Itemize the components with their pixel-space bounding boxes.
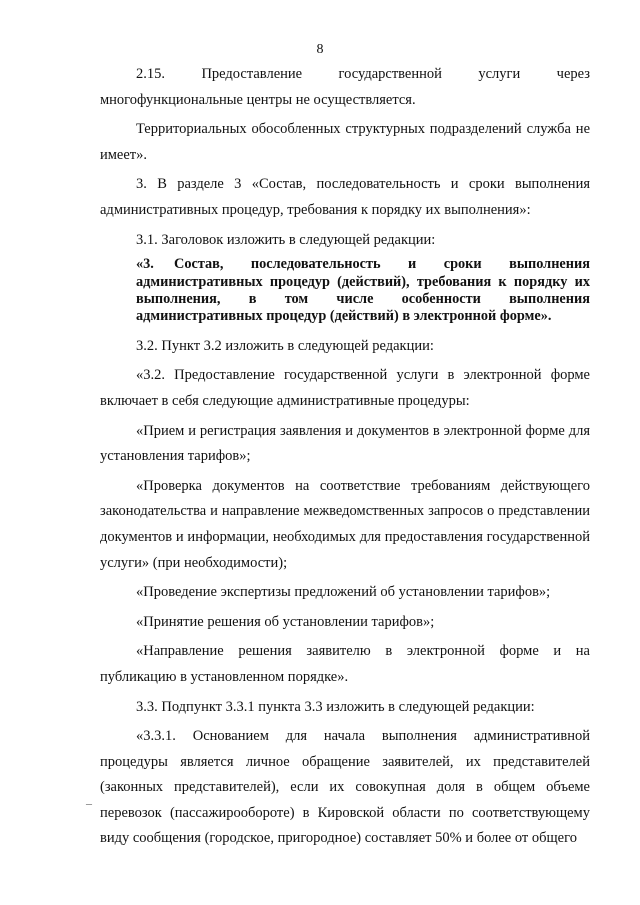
heading-number: «3. bbox=[136, 256, 154, 273]
paragraph-no-subdivisions: Территориальных обособленных структурных подразделений служба не имеет». bbox=[100, 121, 590, 163]
paragraph-2-15: 2.15. Предоставление государственной услуги через многофункциональные центры не осуществляется. bbox=[100, 66, 590, 108]
page-number: 8 bbox=[316, 42, 324, 57]
paragraph-3-2: 3.2. Пункт 3.2 изложить в следующей редакции: bbox=[136, 337, 434, 354]
heading-text: Состав, последовательность и сроки выполнения административных процедур (действий), требования к порядку их выполнения, в том числе особенности выполнения административных процедур (действий) в электронной форме». bbox=[136, 256, 590, 325]
paragraph-3-3-1: «3.3.1. Основанием для начала выполнения административной процедуры является личное обращение заявителей, их представителей (законных представителей), если их совокупная доля в общем объеме перевозок (пассажирообороте) в Кировской области по соответствующему виду сообщения (городское, пригородное) составляет 50% и более от общего bbox=[100, 728, 590, 847]
paragraph-3-3: 3.3. Подпункт 3.3.1 пункта 3.3 изложить в следующей редакции: bbox=[136, 698, 535, 715]
document-body bbox=[100, 62, 590, 856]
section-heading-quote bbox=[136, 256, 590, 326]
procedure-item-5: «Направление решения заявителю в электронной форме и на публикацию в установленном порядке». bbox=[100, 643, 590, 685]
procedure-item-4: «Принятие решения об установлении тарифов»; bbox=[136, 613, 435, 630]
margin-mark: – bbox=[86, 796, 92, 810]
procedure-item-1: «Прием и регистрация заявления и документов в электронной форме для установления тарифов»; bbox=[100, 422, 590, 465]
paragraph-3-2-quote: «3.2. Предоставление государственной услуги в электронной форме включает в себя следующие административные процедуры: bbox=[100, 367, 590, 409]
paragraph-3-1: 3.1. Заголовок изложить в следующей редакции: bbox=[136, 231, 436, 248]
procedure-item-2: «Проверка документов на соответствие требованиям действующего законодательства и направление межведомственных запросов о представлении документов и информации, необходимых для предоставления государственной услуги» (при необходимости); bbox=[100, 477, 590, 571]
procedure-item-3: «Проведение экспертизы предложений об установлении тарифов»; bbox=[136, 584, 551, 601]
paragraph-section-3: 3. В разделе 3 «Состав, последовательность и сроки выполнения административных процедур, требования к порядку их выполнения»: bbox=[100, 176, 590, 218]
